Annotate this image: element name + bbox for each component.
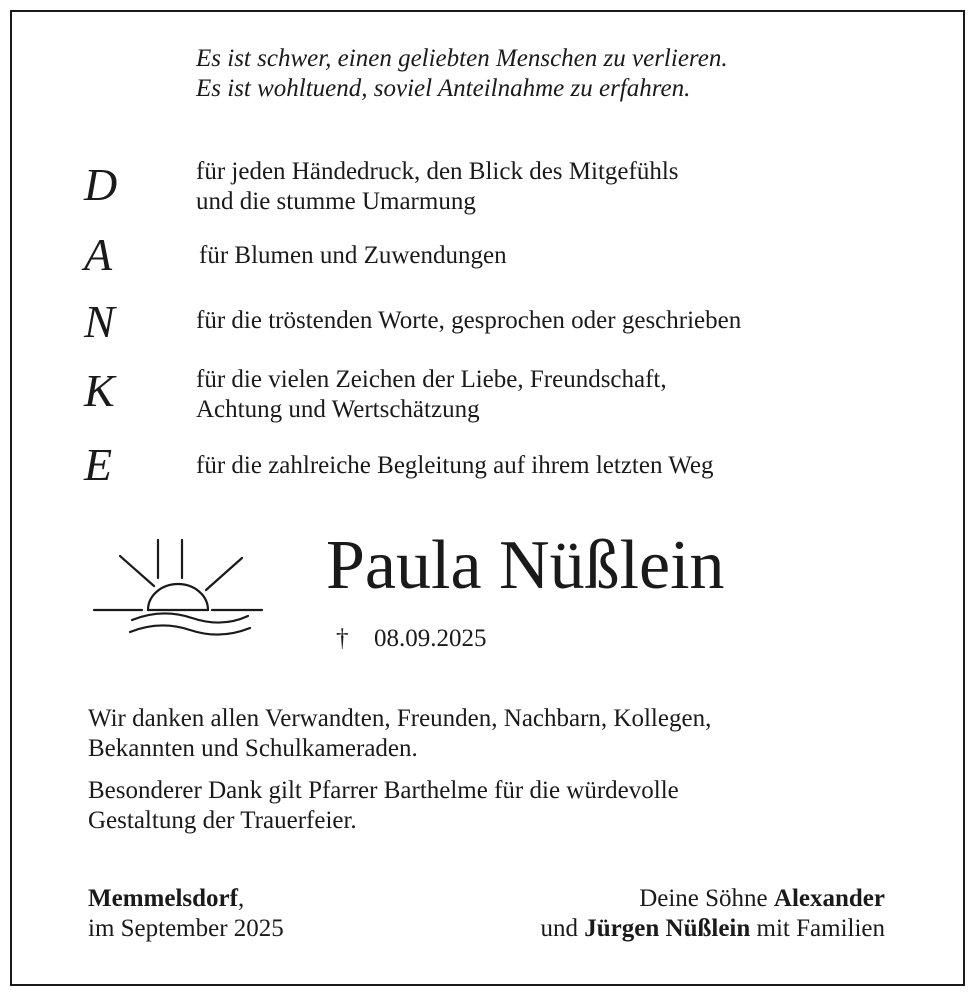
danke-text-line: für die tröstenden Worte, gesprochen oder geschrieben — [196, 307, 742, 334]
danke-text-a — [199, 241, 507, 271]
danke-text-e — [196, 451, 713, 481]
danke-text-k — [196, 365, 667, 425]
thanks-line: Bekannten und Schulkameraden. — [88, 735, 418, 762]
sunset-icon — [90, 534, 270, 639]
danke-text-line: für die zahlreiche Begleitung auf ihrem letzten Weg — [196, 452, 714, 479]
danke-letter-k: K — [84, 365, 115, 416]
danke-letter-e: E — [84, 439, 113, 490]
thanks-line: Gestaltung der Trauerfeier. — [88, 807, 357, 834]
signature-family-prefix: Deine Söhne — [639, 885, 774, 912]
death-date-line — [336, 624, 487, 654]
thanks-paragraph-2 — [88, 776, 679, 836]
danke-text-line: für jeden Händedruck, den Blick des Mitgefühls — [196, 158, 679, 185]
opening-quote — [196, 44, 728, 104]
signature-and: und — [540, 915, 585, 942]
signature-son-1: Alexander — [773, 885, 885, 912]
danke-text-d — [196, 157, 679, 217]
signature-place-date — [88, 884, 284, 944]
signature-family — [541, 884, 885, 944]
danke-text-line: für die vielen Zeichen der Liebe, Freundschaft, — [196, 366, 667, 393]
signature-date: im September 2025 — [88, 915, 284, 942]
danke-text-line: für Blumen und Zuwendungen — [199, 242, 507, 269]
danke-letter-d: D — [84, 159, 118, 210]
thanks-paragraph-1 — [88, 704, 711, 764]
thanks-line: Besonderer Dank gilt Pfarrer Barthelme für die würdevolle — [88, 777, 679, 804]
signature-place: Memmelsdorf — [88, 885, 238, 912]
signature-suffix: mit Familien — [750, 915, 885, 942]
quote-line-1: Es ist schwer, einen geliebten Menschen zu verlieren. — [196, 45, 728, 72]
thanks-line: Wir danken allen Verwandten, Freunden, Nachbarn, Kollegen, — [88, 705, 712, 732]
death-date: 08.09.2025 — [374, 625, 487, 652]
quote-line-2: Es ist wohltuend, soviel Anteilnahme zu erfahren. — [196, 75, 691, 102]
danke-text-line: Achtung und Wertschätzung — [196, 396, 480, 423]
signature-place-suffix: , — [237, 885, 245, 912]
danke-letter-a: A — [84, 229, 113, 280]
danke-letter-n: N — [84, 296, 115, 347]
dagger-icon: † — [336, 625, 349, 652]
signature-son-2: Jürgen Nüßlein — [584, 915, 751, 942]
danke-text-line: und die stumme Umarmung — [196, 188, 476, 215]
deceased-name: Paula Nüßlein — [326, 527, 725, 604]
danke-text-n — [196, 306, 741, 336]
